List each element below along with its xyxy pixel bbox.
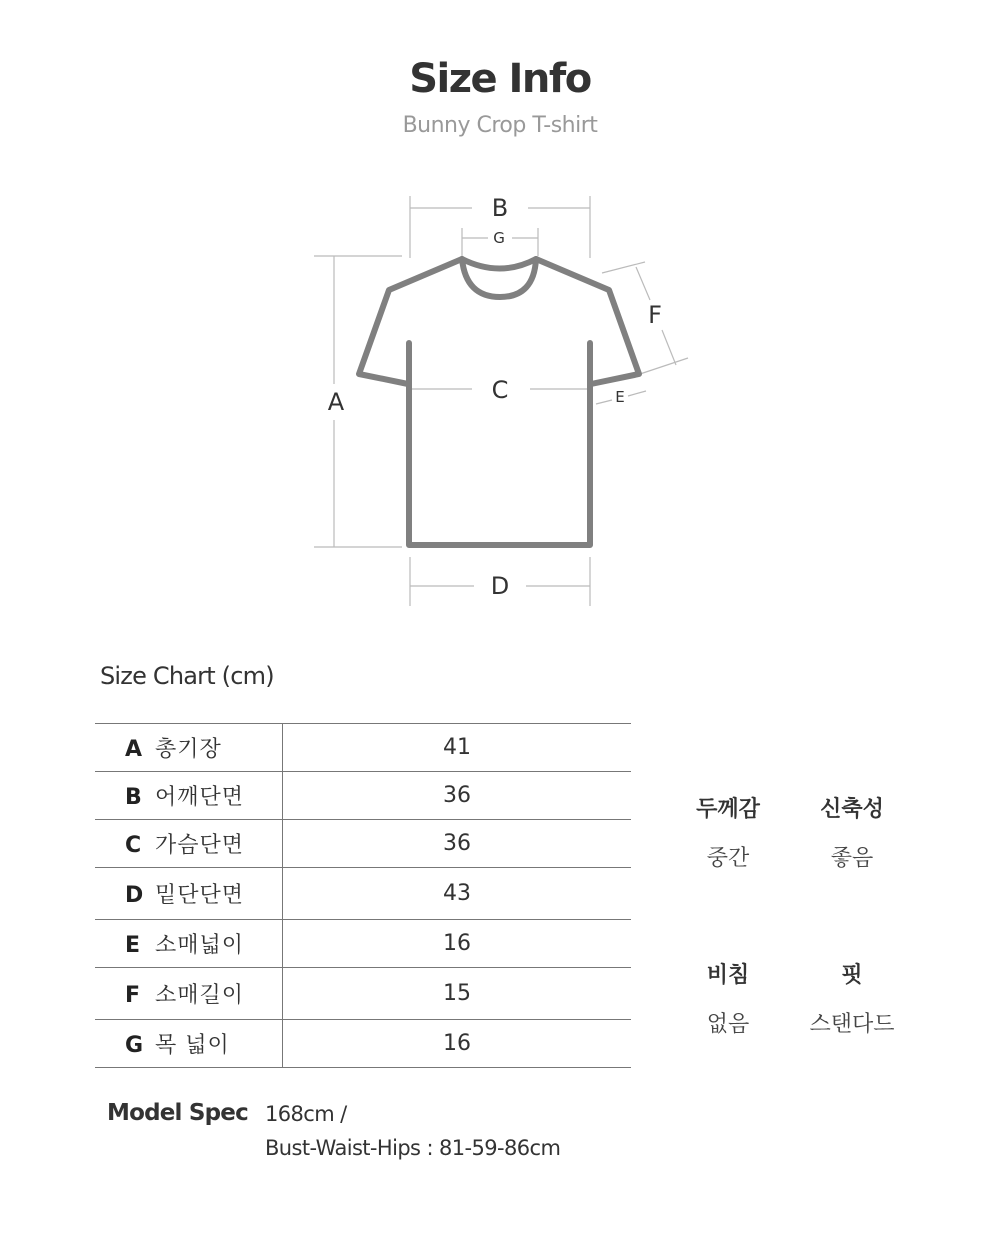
row-value: 41 [283, 724, 632, 772]
row-name: 목 넓이 [155, 1033, 230, 1058]
label-b: B [491, 194, 509, 222]
model-height: 168cm / [265, 1102, 347, 1126]
attribute-value: 없음 [706, 1012, 750, 1037]
label-d: D [490, 572, 510, 600]
row-value: 36 [283, 772, 632, 820]
attribute-value: 중간 [706, 846, 750, 871]
row-value: 15 [283, 968, 632, 1020]
row-name: 밑단단면 [155, 883, 245, 908]
attribute-label: 신축성 [820, 797, 884, 822]
attribute-value: 좋음 [830, 846, 874, 871]
table-row [95, 868, 631, 920]
row-letter: F [125, 983, 141, 1008]
attribute-value: 스탠다드 [809, 1012, 895, 1037]
model-spec-label: Model Spec [107, 1100, 248, 1126]
attribute-stretch [792, 792, 912, 872]
row-name: 어깨단면 [155, 785, 245, 810]
row-letter: E [125, 933, 141, 958]
attribute-thickness [668, 792, 788, 872]
table-row [95, 1020, 631, 1068]
table-row [95, 920, 631, 968]
table-row [95, 968, 631, 1020]
label-f: F [648, 301, 662, 329]
row-name: 소매길이 [155, 983, 245, 1008]
row-name: 가슴단면 [155, 833, 245, 858]
row-name: 총기장 [155, 737, 222, 762]
row-letter: C [125, 833, 142, 858]
attribute-sheerness [668, 958, 788, 1038]
size-chart-table [95, 723, 631, 1068]
label-c: C [491, 376, 509, 404]
product-name: Bunny Crop T-shirt [402, 113, 598, 138]
attribute-fit [792, 958, 912, 1038]
table-row [95, 724, 631, 772]
row-letter: D [125, 883, 144, 908]
label-e: E [615, 388, 625, 406]
row-name: 소매넓이 [155, 933, 245, 958]
row-letter: A [125, 737, 143, 762]
table-row [95, 772, 631, 820]
row-value: 36 [283, 820, 632, 868]
row-value: 43 [283, 868, 632, 920]
label-g: G [493, 229, 505, 247]
attribute-label: 핏 [841, 963, 863, 988]
row-value: 16 [283, 920, 632, 968]
attribute-label: 두께감 [696, 797, 760, 822]
page-title: Size Info [409, 56, 591, 102]
table-row [95, 820, 631, 868]
row-letter: G [125, 1033, 144, 1058]
label-a: A [327, 388, 345, 416]
attribute-label: 비침 [706, 963, 750, 988]
model-measurements: Bust-Waist-Hips : 81-59-86cm [265, 1136, 561, 1160]
row-value: 16 [283, 1020, 632, 1068]
size-chart-title: Size Chart (cm) [100, 662, 274, 690]
row-letter: B [125, 785, 142, 810]
